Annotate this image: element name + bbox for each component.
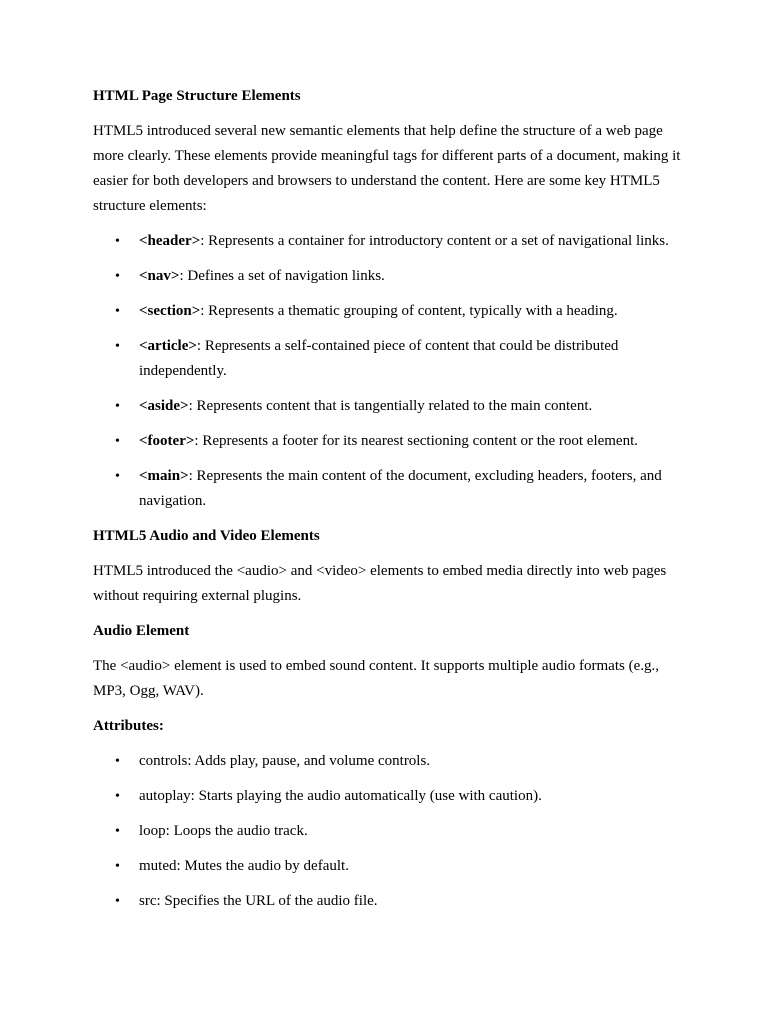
element-term: <article> bbox=[139, 338, 197, 354]
element-description: : Represents a self-contained piece of content that could be distributed independently. bbox=[139, 338, 619, 379]
list-item bbox=[93, 464, 683, 514]
attribute-text: controls: Adds play, pause, and volume controls. bbox=[139, 753, 431, 769]
element-term: <footer> bbox=[139, 433, 195, 449]
audio-intro: The <audio> element is used to embed sound content. It supports multiple audio formats (e.g., MP3, Ogg, WAV). bbox=[93, 658, 659, 699]
structure-intro: HTML5 introduced several new semantic elements that help define the structure of a web page more clearly. These elements provide meaningful tags for different parts of a document, making it easier for both developers and browsers to understand the content. Here are some key HTML5 structure elements: bbox=[93, 123, 681, 214]
structure-elements-list bbox=[93, 229, 683, 514]
list-item bbox=[93, 394, 683, 419]
bullet-icon: • bbox=[115, 399, 120, 414]
bullet-icon: • bbox=[115, 339, 120, 354]
bullet-icon: • bbox=[115, 234, 120, 249]
bullet-icon: • bbox=[115, 434, 120, 449]
audio-heading: Audio Element bbox=[93, 623, 190, 639]
bullet-icon: • bbox=[115, 304, 120, 319]
attribute-text: src: Specifies the URL of the audio file. bbox=[139, 893, 378, 909]
bullet-icon: • bbox=[115, 859, 120, 874]
bullet-icon: • bbox=[115, 824, 120, 839]
element-description: : Represents a container for introductory content or a set of navigational links. bbox=[200, 233, 669, 249]
structure-heading: HTML Page Structure Elements bbox=[93, 88, 301, 104]
document-page bbox=[93, 84, 683, 924]
attribute-text: muted: Mutes the audio by default. bbox=[139, 858, 349, 874]
media-intro: HTML5 introduced the <audio> and <video> elements to embed media directly into web pages without requiring external plugins. bbox=[93, 563, 667, 604]
element-term: <main> bbox=[139, 468, 189, 484]
list-item bbox=[93, 784, 683, 809]
media-heading: HTML5 Audio and Video Elements bbox=[93, 528, 320, 544]
attributes-heading: Attributes: bbox=[93, 718, 164, 734]
bullet-icon: • bbox=[115, 754, 120, 769]
list-item bbox=[93, 264, 683, 289]
element-description: : Represents a footer for its nearest sectioning content or the root element. bbox=[194, 433, 639, 449]
element-term: <nav> bbox=[139, 268, 180, 284]
list-item bbox=[93, 429, 683, 454]
list-item bbox=[93, 889, 683, 914]
element-description: : Represents content that is tangentially related to the main content. bbox=[188, 398, 593, 414]
bullet-icon: • bbox=[115, 894, 120, 909]
element-description: : Represents a thematic grouping of content, typically with a heading. bbox=[200, 303, 618, 319]
element-term: <header> bbox=[139, 233, 201, 249]
bullet-icon: • bbox=[115, 789, 120, 804]
list-item bbox=[93, 334, 683, 384]
element-term: <aside> bbox=[139, 398, 189, 414]
list-item bbox=[93, 749, 683, 774]
list-item bbox=[93, 229, 683, 254]
list-item bbox=[93, 299, 683, 324]
attribute-text: loop: Loops the audio track. bbox=[139, 823, 308, 839]
bullet-icon: • bbox=[115, 469, 120, 484]
audio-attributes-list bbox=[93, 749, 683, 914]
element-term: <section> bbox=[139, 303, 201, 319]
list-item bbox=[93, 819, 683, 844]
attribute-text: autoplay: Starts playing the audio automatically (use with caution). bbox=[139, 788, 542, 804]
element-description: : Represents the main content of the document, excluding headers, footers, and navigation. bbox=[139, 468, 662, 509]
element-description: : Defines a set of navigation links. bbox=[179, 268, 385, 284]
list-item bbox=[93, 854, 683, 879]
bullet-icon: • bbox=[115, 269, 120, 284]
